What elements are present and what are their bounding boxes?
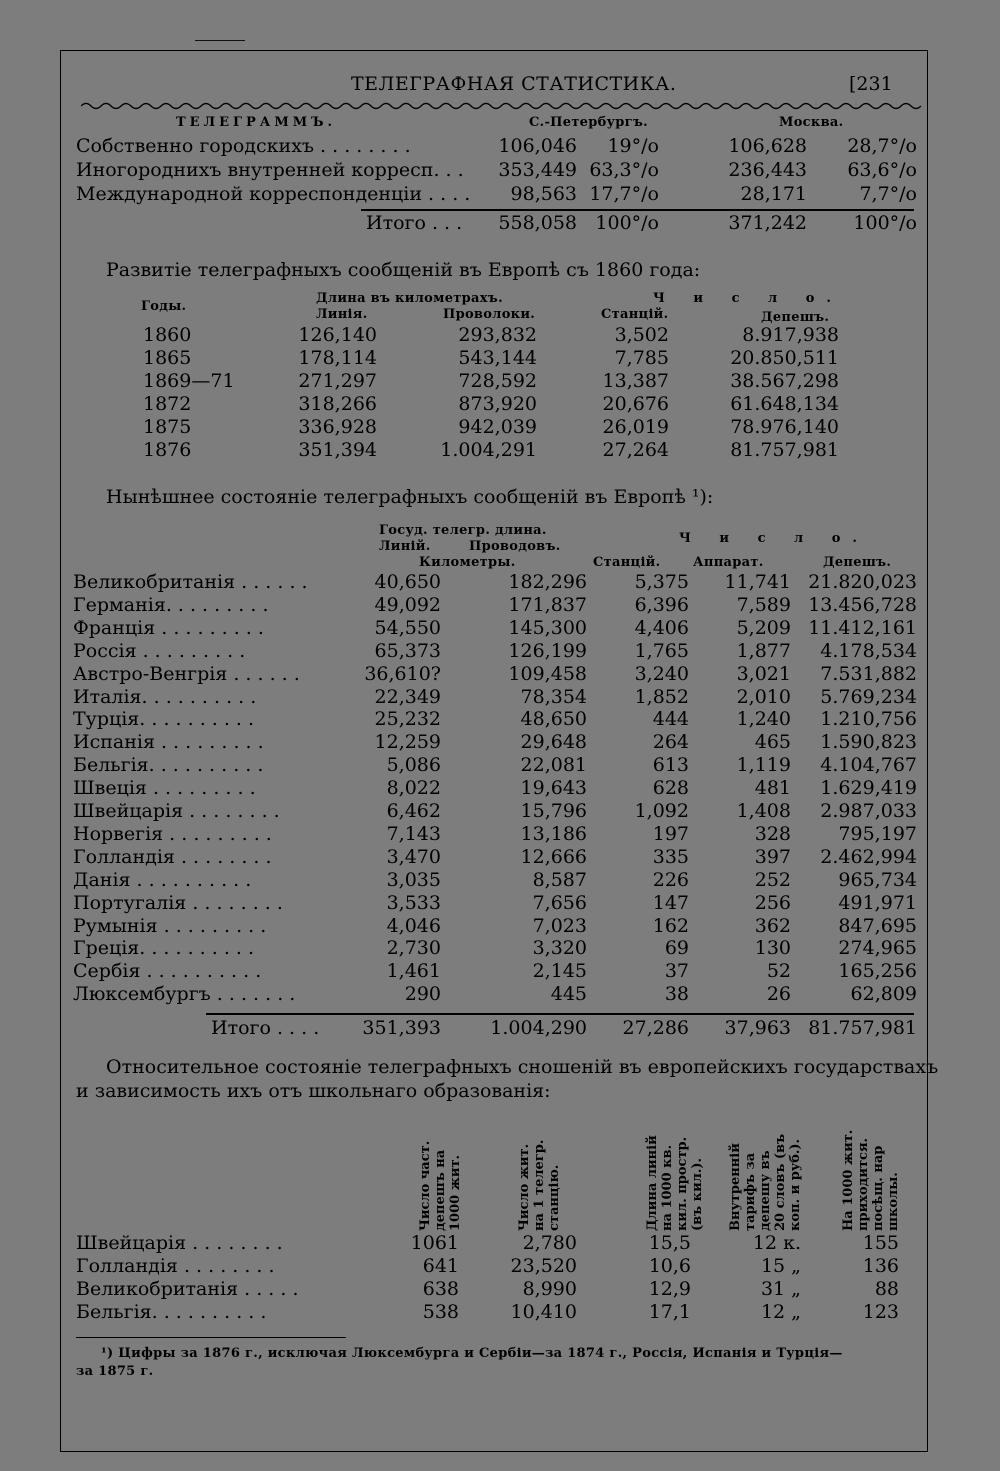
footnote-line1: ¹) Цифры за 1876 г., исключая Люксембурга и Сербіи—за 1874 г., Россія, Испанія и Турція— [101, 1346, 843, 1361]
cell: 7,785 [614, 347, 669, 369]
cell: 362 [754, 914, 791, 937]
cell: 10,410 [510, 1301, 577, 1323]
row-label: Международной корреспонденціи . . . . [76, 183, 471, 205]
cell: 290 [404, 983, 441, 1006]
cell: 63,6°/o [847, 159, 917, 181]
cell: 256 [754, 891, 791, 914]
cell: 1,877 [736, 639, 791, 662]
cell: 1.004,291 [440, 439, 537, 461]
country-name: Италія. . . . . . . . . . [73, 685, 257, 708]
cell: 7,023 [532, 914, 587, 937]
cell: 13,387 [602, 370, 669, 392]
cell: 3,021 [736, 662, 791, 685]
cell: 78.976,140 [730, 416, 839, 438]
table-row [61, 823, 929, 845]
table-row [61, 571, 929, 593]
cell: 63,3°/o [589, 159, 659, 181]
country-name: Испанія . . . . . . . . . [73, 731, 264, 754]
cell: 19°/o [607, 135, 659, 157]
cell: 6,396 [634, 593, 689, 616]
cell: 5,086 [386, 754, 441, 777]
h-years: Годы. [141, 299, 187, 314]
cell: 2,010 [736, 685, 791, 708]
cell: 4,046 [386, 914, 441, 937]
h-wires: Проволоки. [443, 307, 536, 322]
cell: 1,092 [634, 800, 689, 822]
h-inhabitants-per-station: Число жит. на 1 телегр. станцію. [517, 1139, 562, 1231]
h-apparatus: Аппарат. [693, 555, 764, 570]
cell: 106,628 [728, 135, 807, 157]
cell: 136 [862, 1255, 899, 1277]
cell: 8,990 [522, 1278, 577, 1300]
cell: 1.210,756 [820, 708, 917, 731]
cell: 3,035 [386, 868, 441, 891]
table-row [61, 439, 929, 461]
cell: 38.567,298 [730, 370, 839, 392]
cell: 328 [754, 822, 791, 845]
cell: 165,256 [838, 960, 917, 983]
cell: 7.531,882 [820, 662, 917, 685]
cell: 155 [862, 1232, 899, 1254]
footnote-line2: за 1875 г. [76, 1364, 154, 1379]
table-row [61, 393, 929, 415]
cell: 106,046 [498, 135, 577, 157]
country-name: Германія. . . . . . . . . [73, 593, 269, 616]
cell: 4.104,767 [820, 754, 917, 777]
country-name: Франція . . . . . . . . . [73, 616, 264, 639]
table-row [61, 937, 929, 959]
cell: 1875 [143, 416, 192, 438]
table-row [61, 640, 929, 662]
cell: 27,264 [602, 439, 669, 461]
top-margin-rule [195, 40, 245, 41]
cell: 371,242 [728, 212, 807, 234]
cell: 628 [652, 777, 689, 800]
cell: 2.987,033 [820, 800, 917, 822]
cell: 2,145 [532, 960, 587, 983]
cell: 7,143 [386, 822, 441, 845]
cell: 8.917,938 [742, 324, 839, 346]
cell: 1865 [143, 347, 192, 369]
table-row [61, 915, 929, 937]
cell: 7,589 [736, 593, 791, 616]
cell: 11,741 [724, 571, 791, 593]
cell: 543,144 [458, 347, 537, 369]
cell: 36,610? [364, 662, 441, 685]
row-label: Собственно городскихъ . . . . . . . . [76, 135, 411, 157]
cell: 728,592 [458, 370, 537, 392]
cell: 61.648,134 [730, 393, 839, 415]
cell: 2,780 [522, 1232, 577, 1254]
cell: 5,209 [736, 616, 791, 639]
cell: 126,140 [298, 324, 377, 346]
country-name: Швеція . . . . . . . . . [73, 777, 256, 800]
footnote-rule [76, 1337, 346, 1338]
cell: 1,240 [736, 708, 791, 731]
h-stations: Станцій. [593, 555, 661, 570]
h-number: Ч и с л о. [679, 531, 869, 546]
table-row [61, 416, 929, 438]
cell: 26,019 [602, 416, 669, 438]
telegrams-col-spb: С.-Петербургъ. [529, 115, 648, 130]
cell: 19,643 [520, 777, 587, 800]
cell: 1.004,290 [490, 1017, 587, 1039]
table-row [61, 159, 929, 181]
country-name: Голландія . . . . . . . . [73, 845, 272, 868]
h-dispatches: Депешъ. [823, 555, 892, 570]
h-line-length: Длина линій на 1000 кв. кил. простр. (въ кил.). [645, 1135, 705, 1231]
table-row [61, 686, 929, 708]
table-row [61, 370, 929, 392]
table-row [61, 800, 929, 822]
cell: 12 „ [760, 1301, 801, 1323]
cell: 538 [422, 1301, 459, 1323]
h-length: Длина въ километрахъ. [316, 291, 503, 306]
cell: 1.629,419 [820, 777, 917, 800]
h-tariff: Внутренній тарифъ за депешу въ 20 словъ (въ коп. и руб.). [728, 1133, 803, 1231]
table-row [61, 347, 929, 369]
cell: 1.590,823 [820, 731, 917, 754]
cell: 3,502 [614, 324, 669, 346]
cell: 236,443 [728, 159, 807, 181]
document-page [60, 50, 939, 1452]
table-row [61, 892, 929, 914]
cell: 62,809 [850, 983, 917, 1006]
cell: 1860 [143, 324, 192, 346]
cell: 23,520 [510, 1255, 577, 1277]
cell: 21.820,023 [808, 571, 917, 593]
telegrams-col-msk: Москва. [779, 115, 844, 130]
cell: 5,375 [634, 571, 689, 593]
cell: 4,406 [634, 616, 689, 639]
cell: 1872 [143, 393, 192, 415]
cell: 3,320 [532, 937, 587, 960]
table-row [61, 1278, 929, 1300]
country-name: Голландія . . . . . . . . [76, 1255, 275, 1277]
country-name: Бельгія. . . . . . . . . . [76, 1301, 267, 1323]
cell: 100°/o [853, 212, 917, 234]
cell: 252 [754, 868, 791, 891]
cell: 491,971 [838, 891, 917, 914]
country-name: Великобританія . . . . . [76, 1278, 299, 1300]
h-km: Километры. [419, 555, 516, 570]
h-length: Госуд. телегр. длина. [379, 523, 547, 538]
cell: 2,730 [386, 937, 441, 960]
cell: 226 [652, 868, 689, 891]
table-row [61, 869, 929, 891]
cell: 28,171 [740, 183, 807, 205]
table-row [61, 1232, 929, 1254]
h-dispatches-per-1000: Число част. депешъ на 1000 жит. [418, 1140, 463, 1231]
country-name: Румынія . . . . . . . . . [73, 914, 267, 937]
cell: 613 [652, 754, 689, 777]
cell: 15,796 [520, 800, 587, 822]
cell: 65,373 [374, 639, 441, 662]
telegrams-label: ТЕЛЕГРАММЪ. [176, 115, 337, 130]
cell: 100°/o [595, 212, 659, 234]
country-name: Греція. . . . . . . . . . [73, 937, 255, 960]
cell: 13,186 [520, 822, 587, 845]
country-name: Швейцарія . . . . . . . . [76, 1232, 283, 1254]
cell: 3,470 [386, 845, 441, 868]
country-name: Швейцарія . . . . . . . . [73, 800, 280, 822]
wavy-rule [81, 101, 921, 111]
cell: 264 [652, 731, 689, 754]
table-row [61, 324, 929, 346]
current-title: Нынѣшнее состояніе телеграфныхъ сообщеній въ Европѣ ¹): [106, 486, 714, 508]
relative-title-line1: Относительное состояніе телеграфныхъ сношеній въ европейскихъ государствахъ [106, 1056, 939, 1078]
cell: 20.850,511 [730, 347, 839, 369]
cell: 78,354 [520, 685, 587, 708]
cell: 17,7°/o [589, 183, 659, 205]
cell: 1876 [143, 439, 192, 461]
cell: 54,550 [374, 616, 441, 639]
country-name: Турція. . . . . . . . . . [73, 708, 255, 731]
cell: 162 [652, 914, 689, 937]
country-name: Сербія . . . . . . . . . . [73, 960, 262, 983]
table-row [61, 731, 929, 753]
cell: 965,734 [838, 868, 917, 891]
cell: 182,296 [508, 571, 587, 593]
cell: 274,965 [838, 937, 917, 960]
h-lines: Линія. [316, 307, 368, 322]
cell: 638 [422, 1278, 459, 1300]
table-row [61, 846, 929, 868]
cell: 1,461 [386, 960, 441, 983]
cell: 13.456,728 [808, 593, 917, 616]
cell: 81.757,981 [730, 439, 839, 461]
country-name: Норвегія . . . . . . . . . [73, 822, 272, 845]
country-name: Люксембургъ . . . . . . . [73, 983, 296, 1006]
table-row [61, 708, 929, 730]
country-name: Данія . . . . . . . . . . [73, 868, 252, 891]
cell: 22,349 [374, 685, 441, 708]
cell: 318,266 [298, 393, 377, 415]
cell: 3,240 [634, 662, 689, 685]
row-label: Итого . . . . [211, 1017, 320, 1039]
cell: 293,832 [458, 324, 537, 346]
table-row [61, 777, 929, 799]
h-wires: Проводовъ. [469, 539, 561, 554]
cell: 847,695 [838, 914, 917, 937]
cell: 28,7°/o [847, 135, 917, 157]
cell: 26 [766, 983, 791, 1006]
cell: 353,449 [498, 159, 577, 181]
cell: 37,963 [724, 1017, 791, 1039]
row-label: Итого . . . [366, 212, 463, 234]
cell: 795,197 [838, 822, 917, 845]
relative-title-line2: и зависимость ихъ отъ школьнаго образованія: [76, 1080, 551, 1102]
cell: 22,081 [520, 754, 587, 777]
cell: 271,297 [298, 370, 377, 392]
cell: 25,232 [374, 708, 441, 731]
row-label: Иногороднихъ внутренней корресп. . . [76, 159, 464, 181]
table-row [61, 617, 929, 639]
cell: 130 [754, 937, 791, 960]
cell: 558,058 [498, 212, 577, 234]
page-number: [231 [849, 73, 893, 95]
country-name: Австро-Венгрія . . . . . . [73, 662, 300, 685]
cell: 37 [664, 960, 689, 983]
table-row [61, 183, 929, 205]
cell: 123 [862, 1301, 899, 1323]
cell: 29,648 [520, 731, 587, 754]
table-row [61, 663, 929, 685]
cell: 1,765 [634, 639, 689, 662]
cell: 445 [550, 983, 587, 1006]
h-school: На 1000 жит. приходится. посѣщ. нар школы. [841, 1129, 901, 1231]
cell: 12 к. [752, 1232, 801, 1254]
cell: 7,656 [532, 891, 587, 914]
h-number: Ч и с л о. [653, 291, 843, 306]
development-title: Развитіе телеграфныхъ сообщеній въ Европѣ съ 1860 года: [106, 259, 701, 281]
h-lines: Линій. [379, 539, 431, 554]
cell: 27,286 [622, 1017, 689, 1039]
cell: 481 [754, 777, 791, 800]
country-name: Великобританія . . . . . . [73, 571, 308, 593]
cell: 351,393 [362, 1017, 441, 1039]
cell: 335 [652, 845, 689, 868]
cell: 20,676 [602, 393, 669, 415]
total-rule [206, 1013, 914, 1015]
h-dispatches: Депешъ. [761, 310, 830, 325]
cell: 465 [754, 731, 791, 754]
table-row [61, 135, 929, 157]
cell: 1,408 [736, 800, 791, 822]
cell: 336,928 [298, 416, 377, 438]
cell: 4.178,534 [820, 639, 917, 662]
cell: 52 [766, 960, 791, 983]
h-stations: Станцій. [601, 307, 669, 322]
cell: 444 [652, 708, 689, 731]
total-rule [361, 209, 914, 211]
cell: 7,7°/o [859, 183, 917, 205]
cell: 3,533 [386, 891, 441, 914]
cell: 171,837 [508, 593, 587, 616]
cell: 351,394 [298, 439, 377, 461]
cell: 8,587 [532, 868, 587, 891]
table-row [61, 983, 929, 1005]
cell: 12,259 [374, 731, 441, 754]
cell: 98,563 [510, 183, 577, 205]
cell: 48,650 [520, 708, 587, 731]
cell: 1061 [410, 1232, 459, 1254]
cell: 1869—71 [143, 370, 235, 392]
table-row [61, 754, 929, 776]
cell: 197 [652, 822, 689, 845]
total-row [61, 1017, 929, 1039]
cell: 873,920 [458, 393, 537, 415]
cell: 109,458 [508, 662, 587, 685]
cell: 10,6 [648, 1255, 691, 1277]
table-row [61, 1255, 929, 1277]
cell: 11.412,161 [808, 616, 917, 639]
cell: 31 „ [760, 1278, 801, 1300]
cell: 147 [652, 891, 689, 914]
table-row [61, 1301, 929, 1323]
cell: 8,022 [386, 777, 441, 800]
cell: 5.769,234 [820, 685, 917, 708]
cell: 1,119 [736, 754, 791, 777]
cell: 178,114 [298, 347, 377, 369]
cell: 12,666 [520, 845, 587, 868]
country-name: Португалія . . . . . . . . [73, 891, 283, 914]
table-row [61, 594, 929, 616]
total-row [61, 212, 929, 234]
cell: 6,462 [386, 800, 441, 822]
table-row [61, 960, 929, 982]
cell: 15 „ [760, 1255, 801, 1277]
country-name: Россія . . . . . . . . . [73, 639, 246, 662]
cell: 942,039 [458, 416, 537, 438]
cell: 88 [874, 1278, 899, 1300]
cell: 49,092 [374, 593, 441, 616]
cell: 126,199 [508, 639, 587, 662]
cell: 38 [664, 983, 689, 1006]
cell: 40,650 [374, 571, 441, 593]
page-title: ТЕЛЕГРАФНАЯ СТАТИСТИКА. [351, 73, 677, 95]
cell: 1,852 [634, 685, 689, 708]
cell: 81.757,981 [808, 1017, 917, 1039]
cell: 641 [422, 1255, 459, 1277]
cell: 12,9 [648, 1278, 691, 1300]
country-name: Бельгія. . . . . . . . . . [73, 754, 264, 777]
cell: 15,5 [648, 1232, 691, 1254]
cell: 17,1 [648, 1301, 691, 1323]
cell: 69 [664, 937, 689, 960]
cell: 397 [754, 845, 791, 868]
cell: 2.462,994 [820, 845, 917, 868]
cell: 145,300 [508, 616, 587, 639]
